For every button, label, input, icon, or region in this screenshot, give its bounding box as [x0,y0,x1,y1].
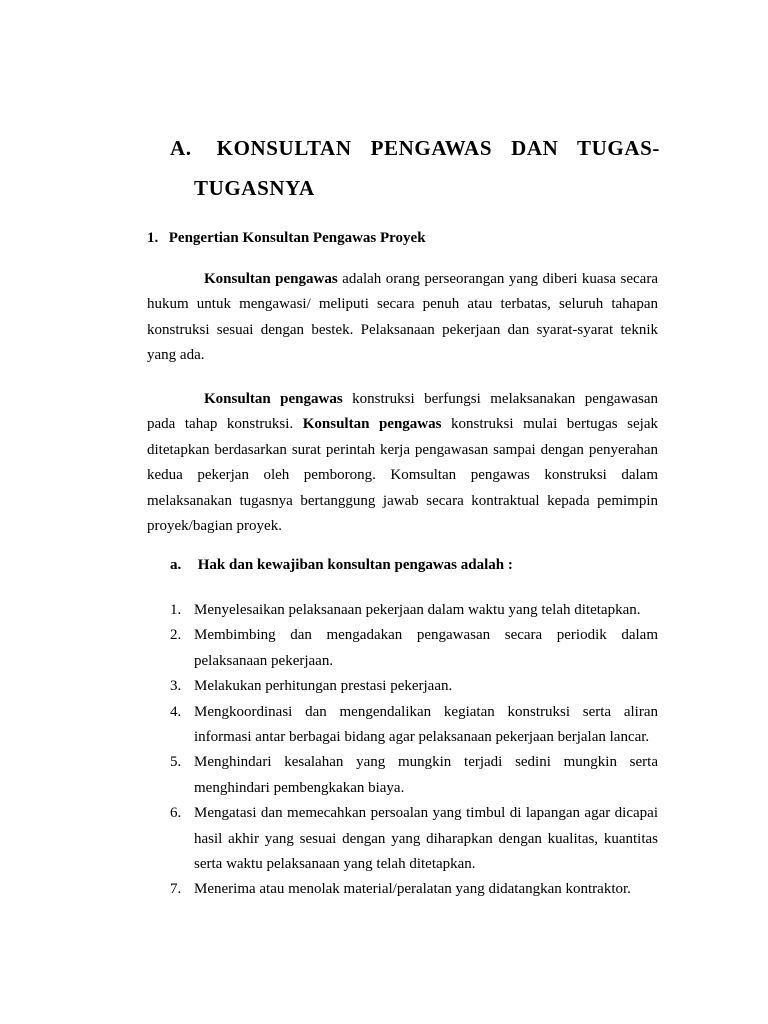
paragraph-function [147,387,658,539]
section-title [147,230,426,247]
item-text: Mengkoordinasi dan mengendalikan kegiatan konstruksi serta aliran informasi antar berbagai bidang agar pelaksanaan pekerjaan berjalan lancar. [194,703,658,746]
section-number: 1. [147,230,159,246]
item-text: Menerima atau menolak material/peralatan yang didatangkan kontraktor. [194,881,631,898]
list-heading [170,557,513,574]
item-number: 1. [170,602,182,618]
list-item [170,877,658,902]
chapter-heading [170,136,660,161]
heading-word: PENGAWAS [370,136,493,160]
item-number: 5. [170,754,182,771]
paragraph-text: konstruksi berfungsi melaksanakan pengawasan pada tahap konstruksi. [147,391,658,433]
bold-term: Konsultan pengawas [302,416,442,433]
item-text: Menghindari kesalahan yang mungkin terjadi sedini mungkin serta menghindari pembengkakan biaya. [194,754,658,796]
item-number: 4. [170,703,182,720]
chapter-heading-continuation: TUGASNYA [194,176,315,200]
item-text: Menyelesaikan pelaksanaan pekerjaan dalam waktu yang telah ditetapkan. [194,602,641,618]
heading-word: TUGAS- [577,136,660,160]
item-text: Membimbing dan mengadakan pengawasan secara periodik dalam pelaksanaan pekerjaan. [194,627,658,669]
item-number: 3. [170,678,182,695]
list-item [170,598,658,623]
duties-list [170,598,658,903]
section-title-text: Pengertian Konsultan Pengawas Proyek [168,230,426,246]
heading-word: DAN [511,136,559,160]
list-item [170,700,658,751]
item-number: 7. [170,881,182,898]
paragraph-text: konstruksi mulai bertugas sejak ditetapkan berdasarkan surat perintah kerja pengawasan sampai dengan penyerahan kedua pekerjan oleh pemborong. Komsultan pengawas konstruksi dalam melaksanakan tugasnya bertanggung jawab secara kontraktual kepada pemimpin proyek/bagian proyek. [147,416,658,535]
list-item [170,623,658,674]
item-text: Mengatasi dan memecahkan persoalan yang timbul di lapangan agar dicapai hasil akhir yang sesuai dengan yang diharapkan dengan kualitas, kuantitas serta waktu pelaksanaan yang telah ditetapkan. [194,805,658,873]
heading-label: A. [170,136,192,160]
list-item [170,674,658,699]
list-heading-text: Hak dan kewajiban konsultan pengawas adalah : [197,557,513,573]
list-heading-label: a. [170,557,182,573]
item-text: Melakukan perhitungan prestasi pekerjaan. [194,678,453,695]
item-number: 6. [170,805,182,822]
item-number: 2. [170,627,182,644]
bold-term: Konsultan pengawas [204,391,343,407]
list-item [170,801,658,877]
list-item [170,750,658,801]
paragraph-definition [147,267,658,369]
bold-term: Konsultan pengawas [204,271,338,287]
heading-word: KONSULTAN [216,136,352,160]
paragraph-text: adalah orang perseorangan yang diberi kuasa secara hukum untuk mengawasi/ meliputi secara penuh atau terbatas, seluruh tahapan konstruksi sesuai dengan bestek. Pelaksanaan pekerjaan dan syarat-syarat teknik yang ada. [147,271,658,364]
